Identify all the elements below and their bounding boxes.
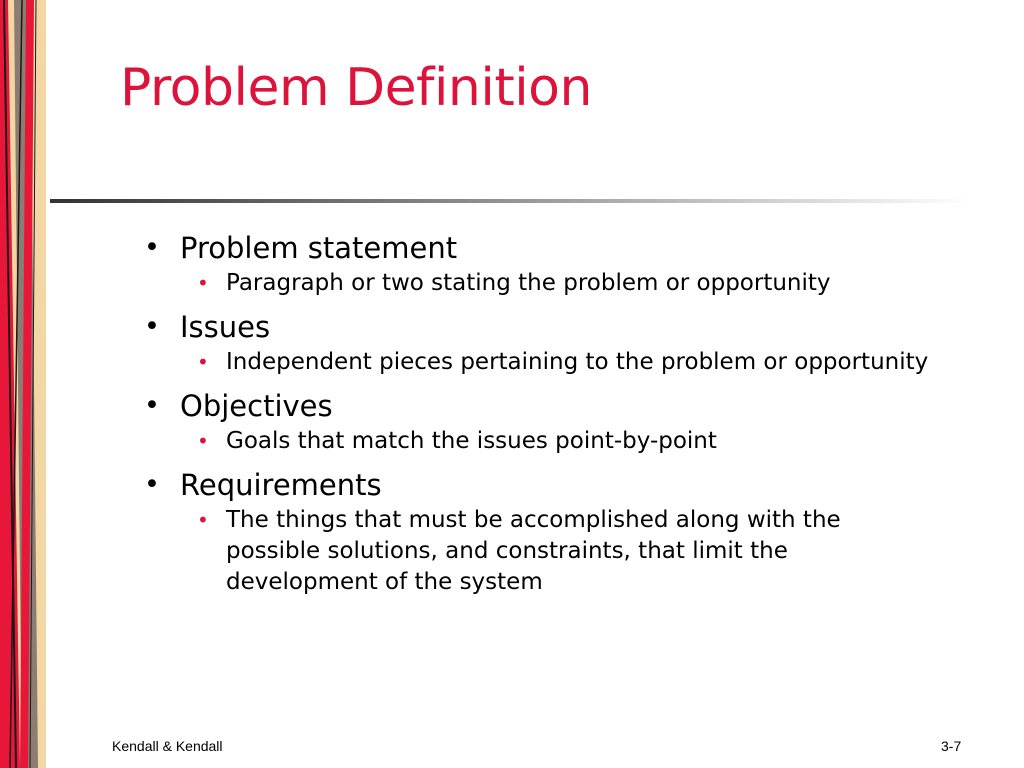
side-decoration-stripes [0,0,46,768]
sub-bullet-dot: • [197,508,209,532]
sub-bullet-item [180,268,1020,299]
bullet-item [140,307,1020,378]
sub-bullet-dot: • [197,429,209,453]
bullet-dot: • [144,232,160,263]
bullet-text: Problem statement [180,231,458,265]
sub-bullet-text: Paragraph or two stating the problem or opportunity [226,270,831,296]
bullet-dot: • [144,311,160,342]
sub-bullet-item [180,347,1020,378]
sub-bullet-list [180,347,1020,378]
bullet-dot: • [144,390,160,421]
footer-author: Kendall & Kendall [112,738,223,754]
footer-page-number: 3-7 [941,738,962,754]
bullet-text: Requirements [180,468,382,502]
bullet-text: Objectives [180,389,333,423]
sub-bullet-text: Goals that match the issues point-by-point [226,428,717,454]
title-divider [50,198,970,204]
bullet-item [140,228,1020,299]
sub-bullet-text: The things that must be accomplished along with the possible solutions, and constraints, that limit the development of the system [226,507,841,595]
sub-bullet-dot: • [197,350,209,374]
slide-title: Problem Definition [120,58,592,118]
sub-bullet-list [180,505,1020,598]
bullet-text: Issues [180,310,271,344]
bullet-item [140,386,1020,457]
sub-bullet-list [180,268,1020,299]
bullet-item [140,465,1020,598]
bullet-list [140,228,1020,606]
sub-bullet-list [180,426,1020,457]
bullet-dot: • [144,469,160,500]
sub-bullet-item [180,505,1020,598]
sub-bullet-dot: • [197,271,209,295]
sub-bullet-item [180,426,1020,457]
sub-bullet-text: Independent pieces pertaining to the problem or opportunity [226,349,929,375]
